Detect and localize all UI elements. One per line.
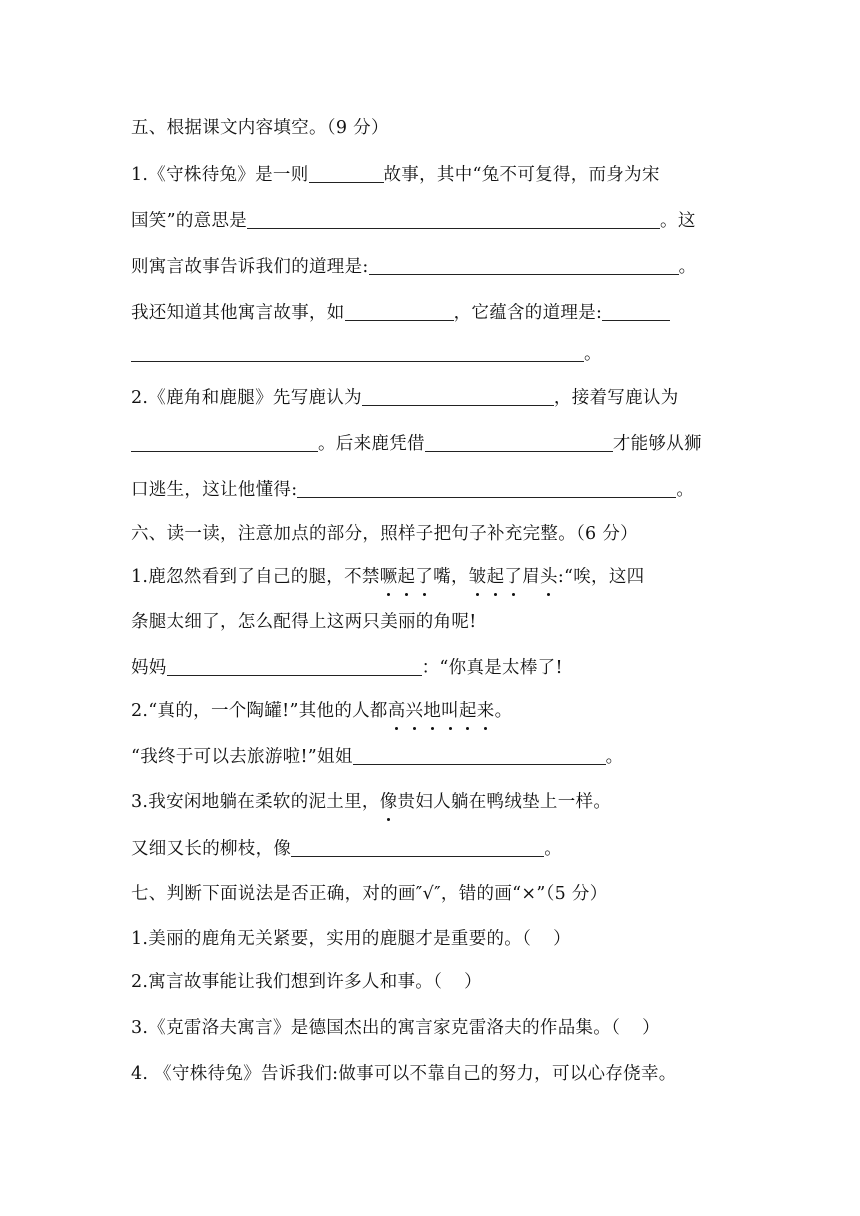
dotted-char: 叫 [441,701,459,721]
dotted-char: 起 [486,567,505,587]
text: ，接着写鹿认为 [553,388,679,408]
dotted-char: 起 [397,567,416,587]
paren-close: ） [464,972,482,992]
s5-q2-line-1 [131,386,679,410]
section-5-title: 五、根据课文内容填空。（9 分） [131,118,389,138]
dotted-char: 兴 [405,701,424,721]
answer-blank[interactable] [167,657,422,676]
s5-q1-line-5 [131,342,602,366]
s6-q1-line-1 [131,565,644,589]
answer-blank[interactable] [369,256,679,275]
dotted-phrase [388,701,495,721]
s5-q1-line-4 [131,301,670,325]
text: “我终于可以去旅游啦!”姐姐 [131,747,353,767]
statement: 4. 《守株待兔》告诉我们:做事可以不靠自己的努力，可以心存侥幸。 [131,1064,677,1084]
text: 。 [494,701,513,721]
dotted-phrase [380,567,433,587]
text: ，它蕴含的道理是: [453,303,603,323]
s7-item-1 [131,927,571,951]
text: 才能够从狮 [612,434,702,454]
text: 。 [544,839,563,859]
s6-q3-line-2 [131,837,562,861]
text: 故事，其中“兔不可复得，而身为宋 [383,165,660,185]
text: 2.《鹿角和鹿腿》先写鹿认为 [131,388,362,408]
statement: 2.寓言故事能让我们想到许多人和事。（ [131,972,443,992]
text: 我还知道其他寓言故事，如 [131,303,345,323]
dotted-phrase [380,792,398,812]
s7-item-4 [131,1062,677,1086]
answer-blank[interactable] [602,302,670,321]
paren-close: ） [642,1018,660,1038]
answer-blank[interactable] [297,479,676,498]
text: 。后来鹿凭借 [318,434,425,454]
s6-q1-line-3 [131,656,563,680]
text: 贵妇人躺在鸭绒垫上一样。 [397,792,612,812]
s6-q2-line-1 [131,699,512,723]
text: 妈妈 [131,658,167,678]
s7-item-3 [131,1016,660,1040]
dotted-char: 来 [476,701,495,721]
answer-blank[interactable] [131,343,584,362]
statement: 3.《克雷洛夫寓言》是德国杰出的寓言家克雷洛夫的作品集。（ [131,1018,621,1038]
text: 。 [605,747,624,767]
text: ：“你真是太棒了! [421,658,563,678]
dotted-char: 了 [415,567,434,587]
text: :“唉，这四 [557,567,645,587]
text: 嘴， [433,567,469,587]
dotted-phrase [540,567,558,587]
s5-q2-line-2 [131,432,702,456]
dotted-char: 了 [504,567,523,587]
dotted-char: 地 [423,701,442,721]
text: 1.《守株待兔》是一则 [131,165,309,185]
section-7-title: 七、判断下面说法是否正确，对的画″√″，错的画“×”（5 分） [131,884,608,904]
answer-blank[interactable] [425,433,613,452]
paren-close: ） [553,929,571,949]
answer-blank[interactable] [362,387,554,406]
text: 眉 [522,567,540,587]
answer-blank[interactable] [353,746,606,765]
text: 。 [676,480,695,500]
text: 则寓言故事告诉我们的道理是: [131,257,369,277]
text: 2.“真的，一个陶罐!”其他的人都 [131,701,388,721]
text: 口逃生，这让他懂得: [131,480,298,500]
dotted-char: 噘 [379,567,398,587]
s5-q1-line-1 [131,163,660,187]
s5-q1-line-2 [131,209,696,233]
s5-q2-line-3 [131,478,694,502]
dotted-char: 头 [540,567,558,587]
answer-blank[interactable] [345,302,454,321]
text: 。 [584,344,602,364]
text: 1.鹿忽然看到了自己的腿，不禁 [131,567,380,587]
dotted-char: 起 [458,701,477,721]
answer-blank[interactable] [291,838,544,857]
section-6-title: 六、读一读，注意加点的部分，照样子把句子补充完整。（6 分） [131,524,638,544]
answer-blank[interactable] [309,164,384,183]
dotted-phrase [469,567,522,587]
dotted-char: 像 [379,792,398,812]
text: 3.我安闲地躺在柔软的泥土里， [131,792,380,812]
dotted-char: 高 [387,701,406,721]
text: 又细又长的柳枝，像 [131,839,292,859]
s6-q1-line-2: 条腿太细了，怎么配得上这两只美丽的角呢! [131,612,477,632]
s6-q2-line-2 [131,745,623,769]
s6-q3-line-1 [131,790,611,814]
s5-q1-line-3 [131,255,696,279]
statement: 1.美丽的鹿角无关紧要，实用的鹿腿才是重要的。（ [131,929,532,949]
dotted-char: 皱 [468,567,487,587]
answer-blank[interactable] [247,210,660,229]
text: 国笑”的意思是 [131,211,248,231]
text: 。 [678,257,697,277]
s7-item-2 [131,970,482,994]
text: 。这 [660,211,696,231]
answer-blank[interactable] [131,433,318,452]
